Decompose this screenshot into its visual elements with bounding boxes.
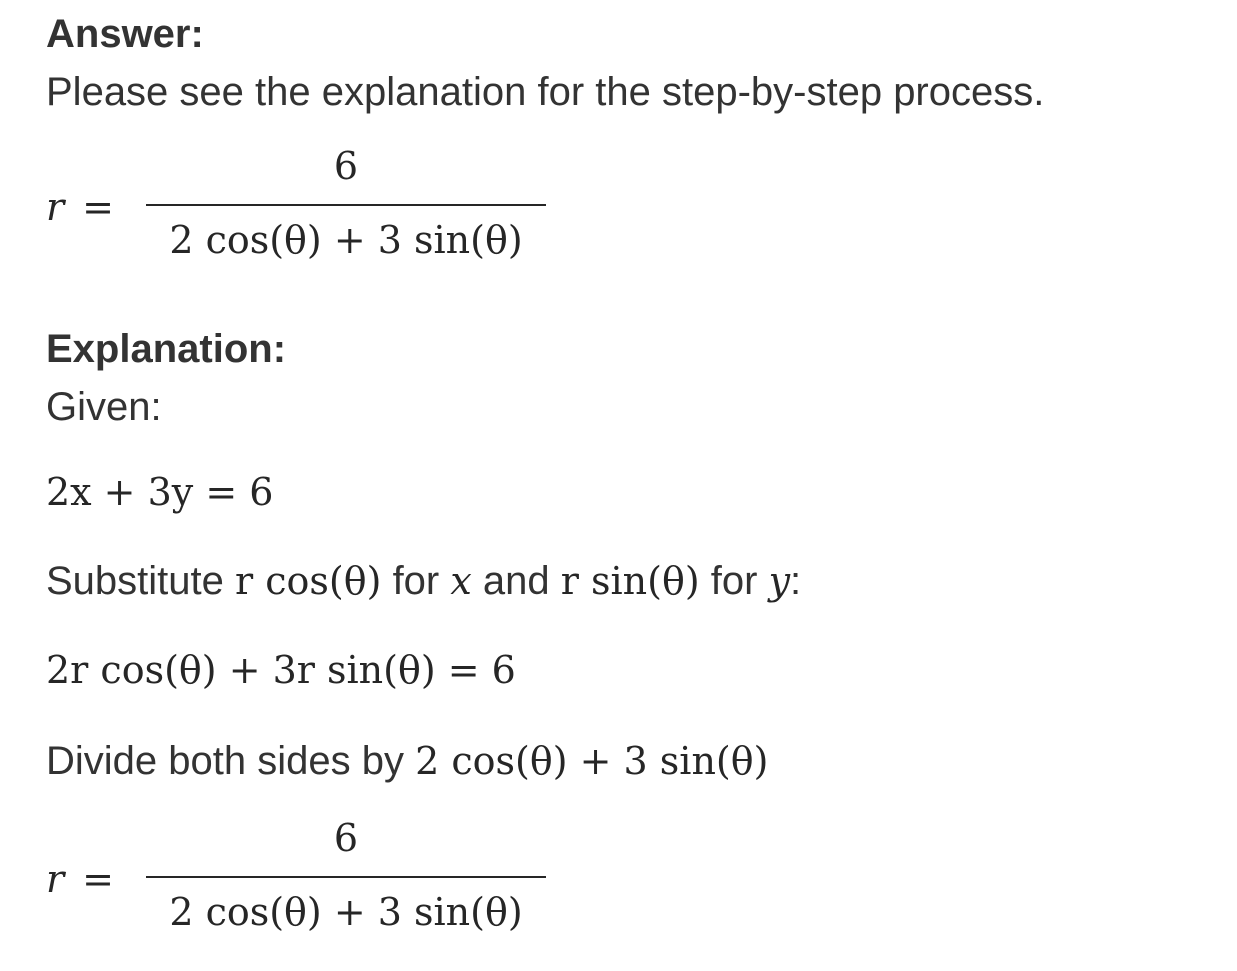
explanation-heading: Explanation: [46,327,287,371]
final-lhs [46,855,114,903]
final-equals-sign: = [82,857,115,901]
result-numerator: 6 [333,144,359,188]
divide-expr: 2 cos(θ) + 3 sin(θ) [415,739,769,783]
final-denominator: 2 cos(θ) + 3 sin(θ) [169,890,523,934]
final-lhs-variable: r [46,857,65,901]
final-fraction-bar [146,876,546,878]
answer-summary: Please see the explanation for the step-by-step process. [46,70,1045,114]
substitute-expr-x: r cos(θ) [235,559,382,603]
substitute-text-4: for [699,559,769,603]
divide-text: Divide both sides by [46,739,416,783]
answer-result-equation [46,140,566,270]
substitute-var-y: y [768,559,791,603]
substitute-expr-y: r sin(θ) [560,559,700,603]
given-equation: 2x + 3y = 6 [46,470,274,514]
substitute-text-2: for [381,559,451,603]
substitute-text-3: and [471,559,561,603]
divide-instruction [46,737,768,785]
result-lhs-variable: r [46,185,65,229]
answer-heading: Answer: [46,12,204,56]
final-numerator: 6 [333,816,359,860]
substitute-var-x: x [450,559,472,603]
final-result-equation [46,812,566,942]
substituted-equation: 2r cos(θ) + 3r sin(θ) = 6 [46,648,516,692]
substitute-instruction [46,557,801,605]
result-lhs [46,183,114,231]
fraction-bar [146,204,546,206]
substitute-text-5: : [790,559,802,603]
given-label: Given: [46,385,162,429]
result-equals-sign: = [82,185,115,229]
result-denominator: 2 cos(θ) + 3 sin(θ) [169,218,523,262]
substitute-text-1: Substitute [46,559,236,603]
